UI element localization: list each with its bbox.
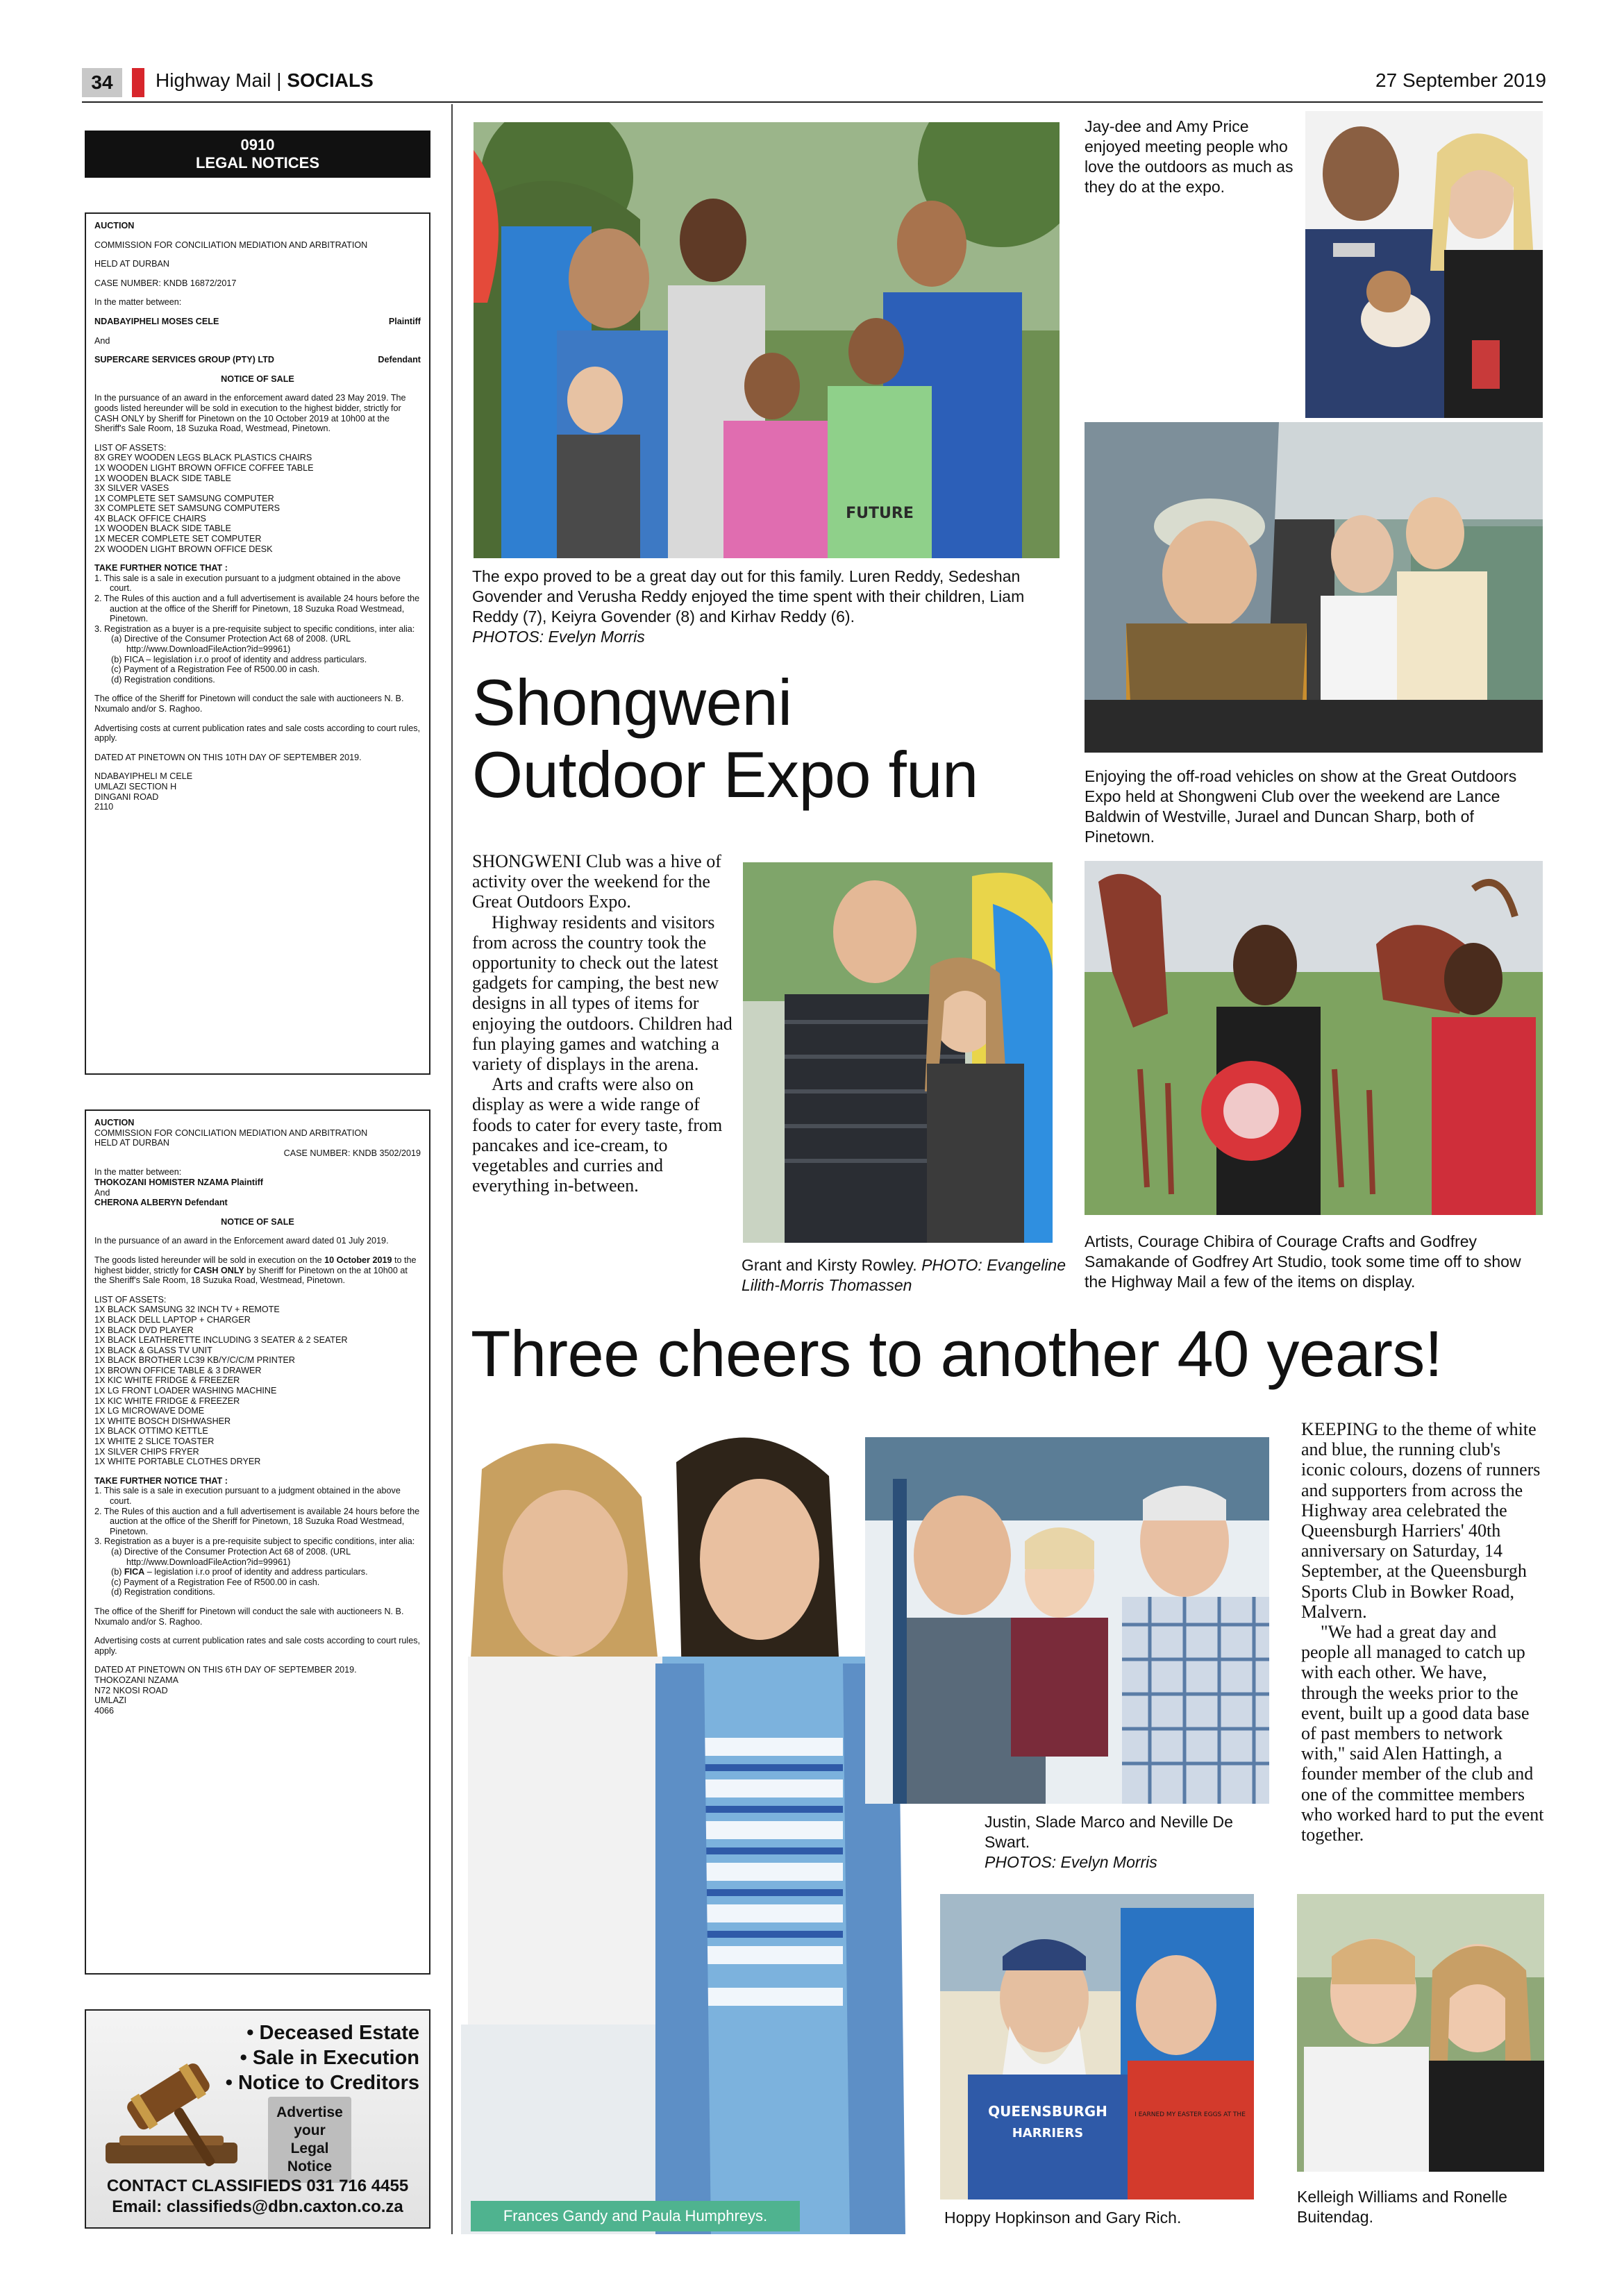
- signatory-line: DINGANI ROAD: [94, 791, 159, 802]
- family-caption: [472, 567, 1062, 647]
- shirt-print: HARRIERS: [1012, 2126, 1084, 2140]
- further-notice-heading: TAKE FURTHER NOTICE THAT :: [94, 1475, 228, 1486]
- asset-item: 1X BLACK DELL LAPTOP + CHARGER: [94, 1314, 251, 1325]
- term-subitem: (a) Directive of the Consumer Protection Act 68 of 2008. (URL http://www.DownloadFileAction?id=99961): [111, 634, 351, 654]
- signatory-line: UMLAZI SECTION H: [94, 781, 177, 791]
- hopkinson-caption: Hoppy Hopkinson and Gary Rich.: [944, 2209, 1182, 2227]
- article-paragraph: Arts and crafts were also on display as were a wide range of foods to cater for every taste, from pancakes and ice-cream, to vegetables and curries and everything in-between.: [472, 1074, 723, 1196]
- assets-heading: LIST OF ASSETS:: [94, 1294, 167, 1305]
- notice-of-sale-title: NOTICE OF SALE: [221, 374, 294, 384]
- photo-credit: PHOTOS: Evelyn Morris: [472, 628, 645, 646]
- signatory-line: THOKOZANI NZAMA: [94, 1675, 179, 1685]
- advert-contact: [86, 2176, 429, 2218]
- hopkinson-photo: [940, 1894, 1254, 2199]
- signatory-line: 2110: [94, 802, 114, 812]
- asset-item: 1X WOODEN BLACK SIDE TABLE: [94, 473, 231, 483]
- price-photo: [1305, 111, 1543, 418]
- price-caption: Jay-dee and Amy Price enjoyed meeting people who love the outdoors as much as they do at the expo.: [1085, 117, 1294, 196]
- advert-bullet: • Deceased Estate: [246, 2022, 419, 2044]
- asset-item: 1X WOODEN BLACK SIDE TABLE: [94, 523, 231, 534]
- term-subitem: (b) FICA – legislation i.r.o proof of identity and address particulars.: [111, 654, 367, 664]
- badge-line: Notice: [287, 2159, 333, 2175]
- asset-item: 1X BLACK LEATHERETTE INCLUDING 3 SEATER & 2 SEATER: [94, 1335, 348, 1346]
- term-subitem: (c) Payment of a Registration Fee of R500.00 in cash.: [111, 664, 320, 675]
- case-number: CASE NUMBER: KNDB 16872/2017: [94, 278, 237, 288]
- caption-text: The expo proved to be a great day out for this family. Luren Reddy, Sedeshan Govender and Verusha Reddy enjoyed the time spent with their children, Liam Reddy (7), Keiyra Govender (8) and Kirhav Reddy (6).: [472, 567, 1025, 626]
- legal-category-title: LEGAL NOTICES: [195, 154, 320, 171]
- notice-venue: HELD AT DURBAN: [94, 259, 170, 269]
- term-subitem: [94, 1567, 421, 1577]
- case-number: CASE NUMBER: KNDB 3502/2019: [283, 1148, 421, 1158]
- asset-item: 3X COMPLETE SET SAMSUNG COMPUTERS: [94, 503, 281, 514]
- asset-item: 1X BLACK BROTHER LC39 KB/Y/C/C/M PRINTER: [94, 1355, 296, 1366]
- signatory-line: NDABAYIPHELI M CELE: [94, 771, 193, 782]
- asset-item: 3X SILVER VASES: [94, 483, 169, 494]
- asset-item: 1X BLACK OTTIMO KETTLE: [94, 1426, 208, 1436]
- term-label: (b): [111, 1567, 124, 1577]
- family-photo: [474, 122, 1060, 558]
- auctioneer-paragraph: The office of the Sheriff for Pinetown will conduct the sale with auctioneers N. B. Nxumalo and/or S. Raghoo.: [94, 1606, 404, 1627]
- signatory-line: N72 NKOSI ROAD: [94, 1685, 168, 1695]
- column-rule: [451, 104, 453, 2234]
- photo-credit: PHOTO: Evangeline Lilith-Morris Thomassen: [742, 1256, 1066, 1294]
- offroad-caption: Enjoying the off-road vehicles on show at the Great Outdoors Expo held at Shongweni Club over the weekend are Lance Baldwin of Westville, Jurael and Duncan Sharp, both of Pinetown.: [1085, 767, 1517, 846]
- expo-headline: [472, 667, 1069, 811]
- signatory-line: 4066: [94, 1705, 115, 1716]
- page-number: 34: [82, 68, 122, 97]
- shirt-print: I EARNED MY EASTER EGGS AT THE: [1135, 2111, 1246, 2118]
- term-subitem: (a) Directive of the Consumer Protection Act 68 of 2008. (URL http://www.DownloadFileAction?id=99961): [111, 1546, 351, 1567]
- matter-intro: In the matter between:: [94, 1167, 182, 1178]
- asset-item: 1X MECER COMPLETE SET COMPUTER: [94, 534, 262, 544]
- article-paragraph: "We had a great day and people all managed to catch up with each other. We have, through the weeks prior to the event, built up a good data base of past members to network with," said Alen Hattingh, a founder member of the club and one of the committee members who worked hard to put the event together.: [1301, 1622, 1544, 1845]
- further-notice-heading: TAKE FURTHER NOTICE THAT :: [94, 563, 228, 573]
- headline-line: Shongweni: [472, 666, 792, 739]
- term-item: 3. Registration as a buyer is a pre-requisite subject to specific conditions, inter alia:: [94, 1536, 415, 1547]
- asset-item: 1X WHITE PORTABLE CLOTHES DRYER: [94, 1457, 261, 1467]
- asset-item: 1X BROWN OFFICE TABLE & 3 DRAWER: [94, 1365, 262, 1375]
- asset-item: 1X KIC WHITE FRIDGE & FREEZER: [94, 1375, 240, 1386]
- header-rule: [82, 101, 1543, 103]
- defendant-row: CHERONA ALBERYN Defendant: [94, 1198, 228, 1208]
- harriers-article: [1301, 1419, 1544, 1845]
- sale-paragraph: In the pursuance of an award in the enforcement award dated 23 May 2019. The goods listed hereunder will be sold in execution to the highest bidder, strictly for CASH ONLY by Sheriff for Pinetown on the 10 October 2019 at 10h00 at the Sheriff's Sale Room, 18 Suzuka Road, Westmead, Pinetown.: [94, 393, 406, 434]
- artists-caption: Artists, Courage Chibira of Courage Crafts and Godfrey Samakande of Godfrey Art Studio, took some time off to show the Highway Mail a few of the items on display.: [1085, 1232, 1521, 1291]
- term-bold: FICA: [124, 1567, 145, 1577]
- sale-terms: CASH ONLY: [193, 1265, 244, 1275]
- defendant-row: [94, 355, 421, 365]
- expo-article: [472, 851, 739, 1196]
- caption-text: Justin, Slade Marco and Neville De Swart.: [985, 1813, 1233, 1851]
- sale-text: to the highest bidder, strictly for: [94, 1255, 417, 1275]
- asset-item: 1X BLACK SAMSUNG 32 INCH TV + REMOTE: [94, 1305, 280, 1315]
- legal-notice-2: [85, 1109, 430, 1975]
- plaintiff-name: NDABAYIPHELI MOSES CELE: [94, 316, 219, 326]
- badge-line: your: [294, 2122, 326, 2138]
- badge-line: Legal: [290, 2140, 329, 2156]
- offroad-photo: [1085, 422, 1543, 753]
- defendant-name: SUPERCARE SERVICES GROUP (PTY) LTD: [94, 355, 274, 365]
- rowley-caption: [742, 1255, 1068, 1296]
- award-paragraph: In the pursuance of an award in the Enforcement award dated 01 July 2019.: [94, 1236, 389, 1246]
- term-text: – legislation i.r.o proof of identity and address particulars.: [144, 1567, 368, 1577]
- plaintiff-label: Plaintiff: [388, 316, 421, 326]
- gandy-caption: Frances Gandy and Paula Humphreys.: [471, 2201, 800, 2231]
- section-marker: [132, 68, 144, 97]
- asset-item: 1X COMPLETE SET SAMSUNG COMPUTER: [94, 493, 274, 503]
- term-item: 1. This sale is a sale in execution pursuant to a judgment obtained in the above court.: [94, 1486, 401, 1506]
- asset-item: 1X LG MICROWAVE DOME: [94, 1406, 205, 1416]
- sale-text: The goods listed hereunder will be sold in execution on the: [94, 1255, 325, 1265]
- headline-line: Outdoor Expo fun: [472, 738, 978, 811]
- asset-item: 2X WOODEN LIGHT BROWN OFFICE DESK: [94, 544, 273, 554]
- term-subitem: (d) Registration conditions.: [111, 674, 215, 685]
- asset-item: 1X WHITE 2 SLICE TOASTER: [94, 1436, 215, 1447]
- asset-item: 1X WHITE BOSCH DISHWASHER: [94, 1416, 231, 1426]
- and-text: And: [94, 335, 110, 346]
- notice-type: AUCTION: [94, 221, 135, 231]
- and-text: And: [94, 1187, 110, 1198]
- defendant-label: Defendant: [378, 355, 421, 365]
- assets-heading: LIST OF ASSETS:: [94, 442, 167, 453]
- notice-venue: HELD AT DURBAN: [94, 1138, 170, 1148]
- sale-date: 10 October 2019: [324, 1255, 392, 1265]
- advert-bullet: • Sale in Execution: [240, 2047, 419, 2069]
- legal-notices-heading: [85, 131, 430, 178]
- harriers-headline: Three cheers to another 40 years!: [471, 1317, 1443, 1390]
- legal-category-code: 0910: [240, 136, 275, 153]
- costs-paragraph: Advertising costs at current publication rates and sale costs according to court rules, apply.: [94, 723, 421, 744]
- matter-intro: In the matter between:: [94, 297, 182, 308]
- asset-item: 1X BLACK & GLASS TV UNIT: [94, 1345, 212, 1355]
- artists-photo: [1085, 861, 1543, 1215]
- publication-name: Highway Mail: [156, 69, 271, 91]
- swart-photo: [865, 1437, 1269, 1804]
- rowley-photo: [743, 862, 1053, 1243]
- notice-type: AUCTION: [94, 1118, 135, 1128]
- shirt-print: QUEENSBURGH: [988, 2103, 1107, 2120]
- article-paragraph: KEEPING to the theme of white and blue, the running club's iconic colours, dozens of runners and supporters from across the Highway area celebrated the Queensburgh Harriers' 40th anniversary on Saturday, 14 September, at the Queensburgh Sports Club in Bowker Road, Malvern.: [1301, 1419, 1541, 1622]
- asset-item: 1X SILVER CHIPS FRYER: [94, 1446, 199, 1457]
- article-paragraph: SHONGWENI Club was a hive of activity over the weekend for the Great Outdoors Expo.: [472, 851, 721, 912]
- term-subitem: (d) Registration conditions.: [111, 1587, 215, 1598]
- advert-bullets: [226, 2020, 419, 2095]
- sale-paragraph: [94, 1255, 421, 1286]
- term-subitem: (c) Payment of a Registration Fee of R500.00 in cash.: [111, 1577, 320, 1587]
- photo-credit: PHOTOS: Evelyn Morris: [985, 1853, 1157, 1871]
- advert-bullet: • Notice to Creditors: [225, 2072, 419, 2094]
- williams-caption: Kelleigh Williams and Ronelle Buitendag.: [1297, 2188, 1507, 2226]
- notice-of-sale-title: NOTICE OF SALE: [221, 1216, 294, 1227]
- notice-commission: COMMISSION FOR CONCILIATION MEDIATION AND ARBITRATION: [94, 240, 368, 250]
- asset-item: 1X KIC WHITE FRIDGE & FREEZER: [94, 1396, 240, 1406]
- auctioneer-paragraph: The office of the Sheriff for Pinetown will conduct the sale with auctioneers N. B. Nxumalo and/or S. Raghoo.: [94, 694, 404, 714]
- signatory-line: UMLAZI: [94, 1695, 127, 1706]
- dated-line: DATED AT PINETOWN ON THIS 6TH DAY OF SEPTEMBER 2019.: [94, 1665, 357, 1675]
- plaintiff-row: THOKOZANI HOMISTER NZAMA Plaintiff: [94, 1177, 263, 1187]
- swart-caption: [985, 1812, 1262, 1872]
- asset-item: 1X BLACK DVD PLAYER: [94, 1325, 194, 1335]
- term-item: 3. Registration as a buyer is a pre-requisite subject to specific conditions, inter alia:: [94, 623, 415, 634]
- legal-notice-1: [85, 212, 430, 1075]
- legal-advert: [85, 2009, 430, 2229]
- issue-date: 27 September 2019: [1375, 69, 1546, 91]
- costs-paragraph: Advertising costs at current publication rates and sale costs according to court rules, apply.: [94, 1636, 421, 1656]
- contact-phone: CONTACT CLASSIFIEDS 031 716 4455: [106, 2177, 409, 2195]
- caption-text: Grant and Kirsty Rowley.: [742, 1256, 922, 1274]
- advertise-badge: [268, 2097, 351, 2183]
- term-item: 2. The Rules of this auction and a full advertisement is available 24 hours before the auction at the office of the Sheriff for Pinetown, 18 Suzuka Road Westmead, Pinetown.: [94, 1506, 420, 1536]
- notice-commission: COMMISSION FOR CONCILIATION MEDIATION AND ARBITRATION: [94, 1128, 368, 1138]
- asset-item: 1X WOODEN LIGHT BROWN OFFICE COFFEE TABLE: [94, 462, 314, 473]
- dated-line: DATED AT PINETOWN ON THIS 10TH DAY OF SEPTEMBER 2019.: [94, 752, 362, 762]
- williams-photo: [1297, 1894, 1544, 2172]
- article-paragraph: Highway residents and visitors from across the country took the opportunity to check out the latest gadgets for camping, the best new designs in all types of items for enjoying the outdoors. Children had fun playing games and watching a variety of displays in the arena.: [472, 912, 733, 1075]
- plaintiff-row: [94, 317, 421, 327]
- asset-item: 4X BLACK OFFICE CHAIRS: [94, 513, 206, 523]
- badge-line: Advertise: [276, 2104, 343, 2120]
- sale-text: by Sheriff for Pinetown on the at 10h00 at the Sheriff's Sale Room, 18 Suzuka Road, Westmead, Pinetown.: [94, 1265, 408, 1286]
- publication-title: Highway Mail | SOCIALS: [156, 69, 374, 91]
- section-name: SOCIALS: [287, 69, 374, 91]
- shirt-print: FUTURE: [846, 505, 914, 522]
- contact-email[interactable]: Email: classifieds@dbn.caxton.co.za: [112, 2197, 403, 2216]
- asset-item: 1X LG FRONT LOADER WASHING MACHINE: [94, 1386, 277, 1396]
- term-item: 1. This sale is a sale in execution pursuant to a judgment obtained in the above court.: [94, 573, 401, 594]
- term-item: 2. The Rules of this auction and a full advertisement is available 24 hours before the auction at the office of the Sheriff for Pinetown, 18 Suzuka Road Westmead, Pinetown.: [94, 594, 420, 624]
- asset-item: 8X GREY WOODEN LEGS BLACK PLASTICS CHAIRS: [94, 453, 312, 463]
